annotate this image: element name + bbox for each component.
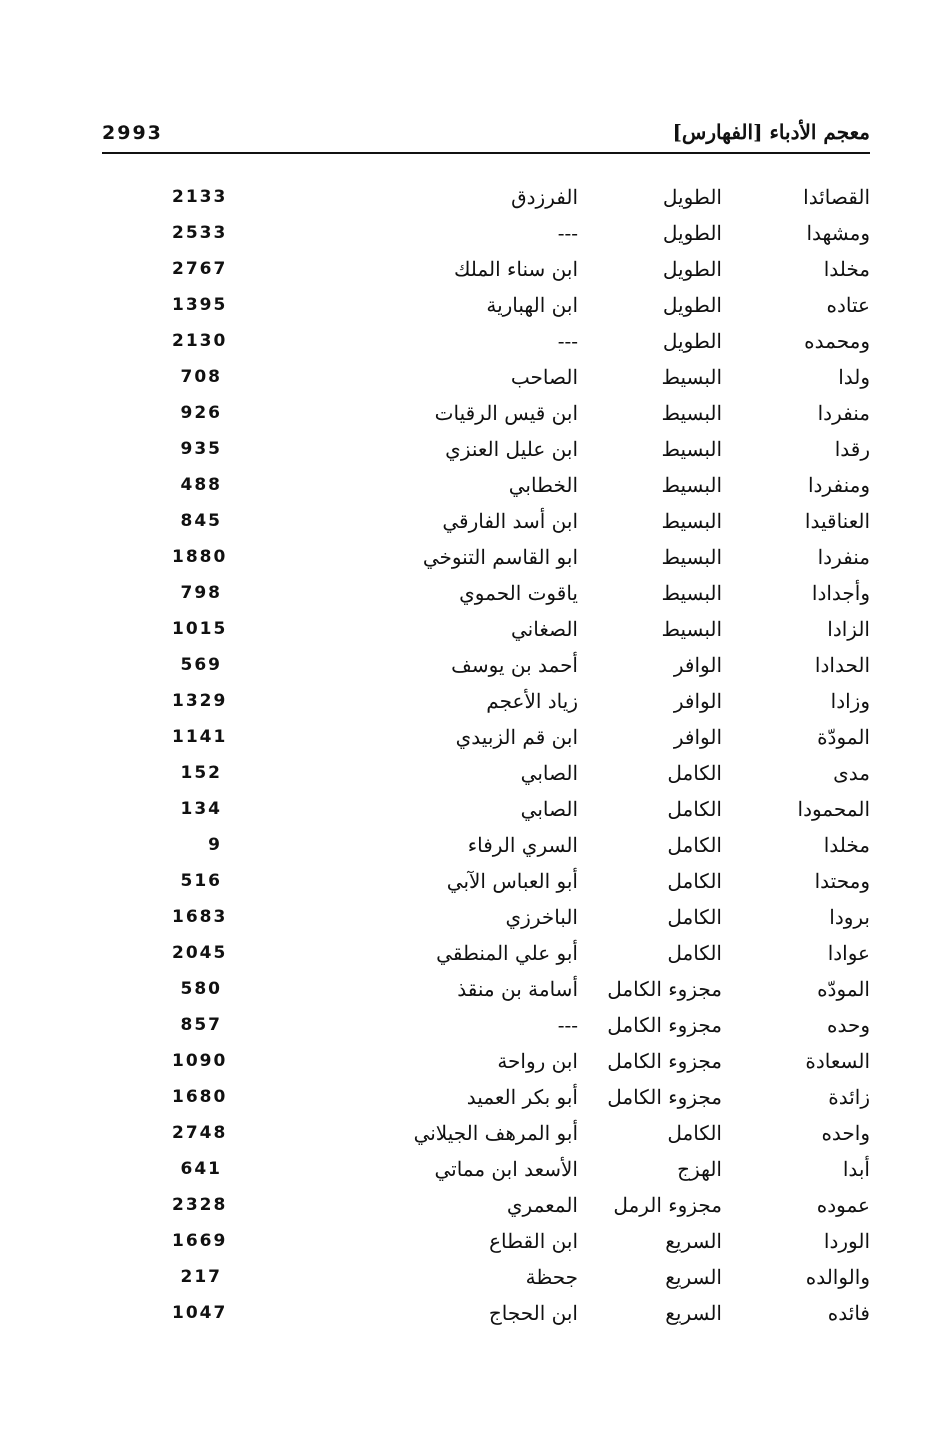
meter-name: البسيط [661,545,722,569]
poet-name: ابن سناء الملك [453,257,578,281]
meter-name: البسيط [661,473,722,497]
poet-name: ابن أسد الفارقي [442,509,578,533]
meter-name: الوافر [673,653,722,677]
meter-name: الطويل [662,293,722,317]
page-reference: 516 [180,871,222,891]
rhyme-word: المودّه [817,977,870,1001]
rhyme-word: عوادا [827,941,870,965]
rhyme-word: وحده [827,1013,870,1037]
page-reference: 2533 [172,223,228,243]
rhyme-word: ولدا [838,365,870,389]
poet-name: ابن رواحة [497,1049,578,1073]
rhyme-word: ومحمده [804,329,870,353]
meter-name: السريع [665,1229,722,1253]
page-reference: 2748 [172,1123,228,1143]
table-row [102,216,870,252]
table-row [102,576,870,612]
poet-name: الصاحب [510,365,578,389]
rhyme-word: منفردا [817,545,870,569]
poet-name: السري الرفاء [467,833,578,857]
page-reference: 1015 [172,619,228,639]
meter-name: الهزج [677,1157,722,1181]
poet-name: أبو العباس الآبي [446,869,578,893]
meter-name: البسيط [661,617,722,641]
page-reference: 1141 [172,727,228,747]
meter-name: الكامل [667,797,722,821]
meter-name: الوافر [673,725,722,749]
meter-name: الكامل [667,905,722,929]
poet-name: أسامة بن منقذ [457,977,578,1001]
page-reference: 580 [180,979,222,999]
page-reference: 569 [180,655,222,675]
page-reference: 9 [208,835,222,855]
table-row [102,1188,870,1224]
page-reference: 1680 [172,1087,228,1107]
rhyme-word: الزادا [827,617,870,641]
poet-name: المعمري [506,1193,578,1217]
table-row [102,360,870,396]
meter-name: مجزوء الكامل [607,1013,722,1037]
page-reference: 2130 [172,331,228,351]
rhyme-word: والوالده [805,1265,870,1289]
poet-name: الصابي [520,761,578,785]
meter-name: مجزوء الرمل [613,1193,722,1217]
meter-name: البسيط [661,401,722,425]
rhyme-word: السعادة [805,1049,870,1073]
table-row [102,504,870,540]
poet-name: جحظة [525,1265,578,1289]
poet-name: الصابي [520,797,578,821]
poet-name: ابو القاسم التنوخي [422,545,578,569]
rhyme-word: مدى [833,761,870,785]
rhyme-word: واحده [821,1121,870,1145]
poet-name: ابن الهبارية [486,293,578,317]
poet-name: ياقوت الحموي [459,581,578,605]
rhyme-word: عتاده [826,293,870,317]
table-row [102,936,870,972]
table-row [102,1080,870,1116]
rhyme-word: وأجدادا [811,581,870,605]
poet-name: الباخرزي [505,905,578,929]
page-reference: 935 [180,439,222,459]
meter-name: الطويل [662,221,722,245]
meter-name: البسيط [661,365,722,389]
page-reference: 1090 [172,1051,228,1071]
rhyme-word: ومحتدا [814,869,870,893]
meter-name: السريع [665,1265,722,1289]
page-reference: 134 [180,799,222,819]
page-reference: 2767 [172,259,228,279]
rhyme-word: مخلدا [823,257,870,281]
page-reference: 641 [180,1159,222,1179]
table-row [102,1224,870,1260]
poet-name: الأسعد ابن مماتي [434,1157,578,1181]
meter-name: الكامل [667,869,722,893]
meter-name: الكامل [667,1121,722,1145]
poet-name: ابن قم الزبيدي [455,725,578,749]
rhyme-word: زائدة [828,1085,870,1109]
page-reference: 488 [180,475,222,495]
poet-name: أحمد بن يوسف [451,653,578,677]
poet-name: أبو المرهف الجيلاني [413,1121,578,1145]
table-row [102,288,870,324]
table-row [102,1260,870,1296]
rhyme-word: المودّة [817,725,870,749]
meter-name: الطويل [662,185,722,209]
meter-name: الوافر [673,689,722,713]
poet-name: ابن الحجاج [488,1301,578,1325]
page-header [102,118,870,154]
rhyme-word: الوردا [823,1229,870,1253]
table-row [102,972,870,1008]
page-title: معجم الأدباء [الفهارس] [672,120,870,144]
table-row [102,864,870,900]
page-number: 2993 [102,122,163,144]
table-row [102,1116,870,1152]
table-row [102,324,870,360]
table-row [102,1296,870,1332]
page-reference: 152 [180,763,222,783]
table-row [102,756,870,792]
poet-name: ابن عليل العنزي [445,437,578,461]
meter-name: السريع [665,1301,722,1325]
poet-name: --- [557,329,578,353]
poet-name: --- [557,1013,578,1037]
poet-name: ابن قيس الرقيات [434,401,578,425]
page-reference: 845 [180,511,222,531]
page-reference: 1395 [172,295,228,315]
poet-name: أبو علي المنطقي [436,941,578,965]
page-reference: 1329 [172,691,228,711]
page-reference: 2328 [172,1195,228,1215]
table-row [102,720,870,756]
table-row [102,252,870,288]
poet-name: أبو بكر العميد [466,1085,578,1109]
poet-name: الخطابي [508,473,578,497]
table-row [102,180,870,216]
rhyme-word: ومنفردا [807,473,870,497]
meter-name: الكامل [667,833,722,857]
page-reference: 798 [180,583,222,603]
page-reference: 857 [180,1015,222,1035]
page-reference: 926 [180,403,222,423]
table-row [102,684,870,720]
meter-name: البسيط [661,581,722,605]
table-row [102,1008,870,1044]
table-row [102,792,870,828]
meter-name: الكامل [667,941,722,965]
meter-name: الطويل [662,329,722,353]
table-row [102,900,870,936]
page-reference: 1880 [172,547,228,567]
rhyme-word: فائده [827,1301,870,1325]
rhyme-word: أبدا [842,1157,870,1181]
page-reference: 708 [180,367,222,387]
page-reference: 2045 [172,943,228,963]
meter-name: مجزوء الكامل [607,1049,722,1073]
poet-name: الصغاني [511,617,578,641]
rhyme-word: رقدا [834,437,870,461]
table-row [102,396,870,432]
page-reference: 2133 [172,187,228,207]
meter-name: الطويل [662,257,722,281]
rhyme-word: منفردا [817,401,870,425]
rhyme-word: القصائدا [803,185,870,209]
table-row [102,648,870,684]
table-row [102,540,870,576]
meter-name: مجزوء الكامل [607,977,722,1001]
rhyme-word: برودا [829,905,870,929]
rhyme-word: الحدادا [814,653,870,677]
table-row [102,468,870,504]
page-reference: 1683 [172,907,228,927]
page-reference: 1669 [172,1231,228,1251]
page-reference: 217 [180,1267,222,1287]
page-reference: 1047 [172,1303,228,1323]
rhyme-word: عموده [816,1193,870,1217]
table-row [102,1044,870,1080]
meter-name: الكامل [667,761,722,785]
rhyme-word: المحمودا [797,797,870,821]
poet-name: الفرزدق [511,185,578,209]
table-row [102,432,870,468]
table-row [102,828,870,864]
rhyme-word: العناقيدا [804,509,870,533]
poet-name: ابن القطاع [489,1229,578,1253]
poet-name: زياد الأعجم [486,689,578,713]
poetry-index-table [102,180,870,1332]
rhyme-word: مخلدا [823,833,870,857]
meter-name: البسيط [661,509,722,533]
meter-name: مجزوء الكامل [607,1085,722,1109]
table-row [102,1152,870,1188]
rhyme-word: وزادا [830,689,870,713]
meter-name: البسيط [661,437,722,461]
table-row [102,612,870,648]
rhyme-word: ومشهدا [806,221,870,245]
poet-name: --- [557,221,578,245]
